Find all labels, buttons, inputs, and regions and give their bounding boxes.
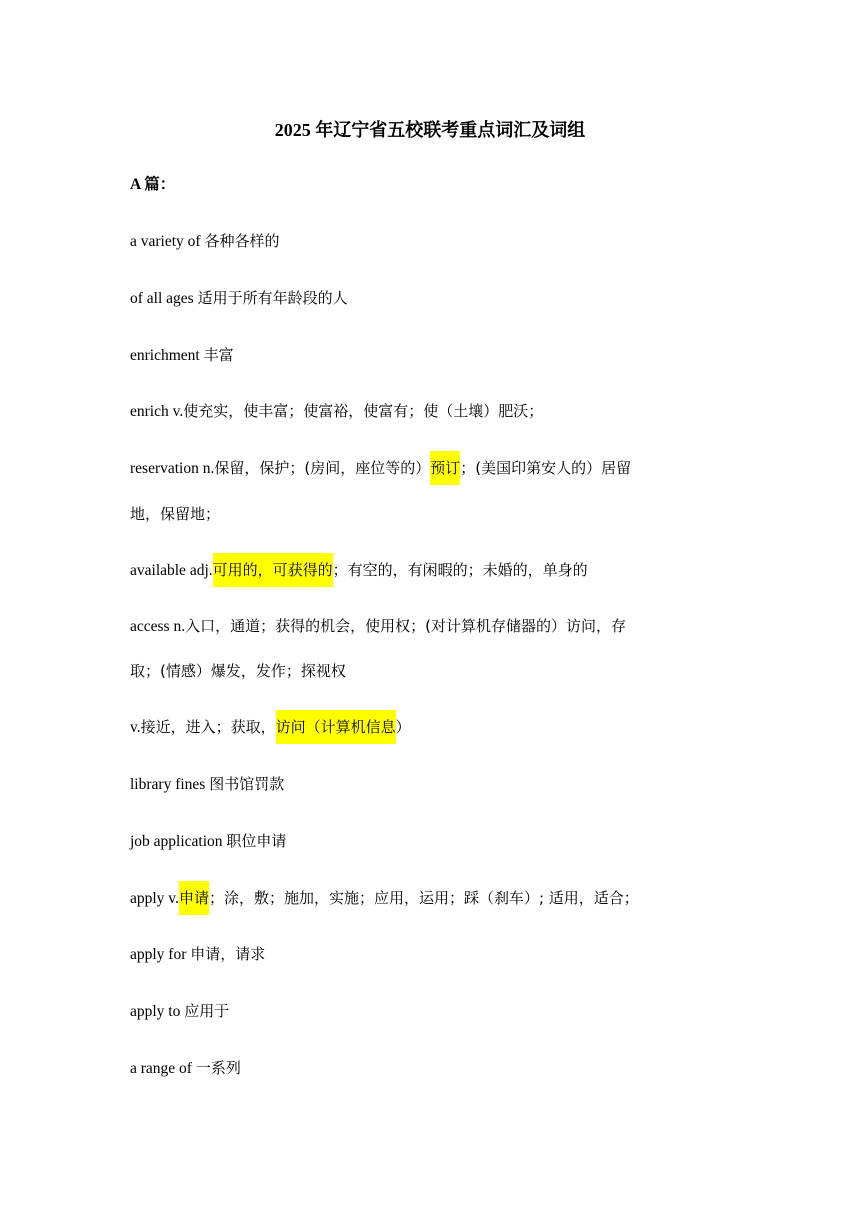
vocab-entry	[130, 616, 730, 637]
entry-english: available adj.	[130, 562, 213, 579]
entry-english: reservation n.	[130, 460, 215, 477]
entry-chinese: 申请，请求	[190, 945, 266, 963]
entry-english: apply for	[130, 946, 191, 963]
highlighted-text: 访问（计算机信息	[276, 710, 396, 744]
entry-chinese: 丰富	[203, 346, 234, 364]
entry-english: enrich v.	[130, 403, 184, 420]
entry-english: a variety of	[130, 233, 205, 250]
highlighted-text: 可用的，可获得的	[213, 553, 333, 587]
entry-chinese: 应用于	[184, 1002, 230, 1020]
entry-chinese: 入口，通道；获得的机会，使用权；(对计算机存储器的）访问，存	[185, 617, 626, 635]
vocab-entry	[130, 831, 730, 852]
entry-chinese: ；涂，敷；施加，实施；应用，运用；踩（刹车）; 适用，适合；	[208, 889, 639, 907]
vocab-entry-continuation	[130, 661, 730, 682]
entry-chinese: 职位申请	[226, 832, 287, 850]
entry-english: apply to	[130, 1003, 185, 1020]
vocab-entry	[130, 458, 730, 479]
entry-chinese: 各种各样的	[204, 232, 280, 250]
entry-chinese: 取；(情感）爆发，发作；探视权	[130, 662, 346, 680]
vocab-entry	[130, 774, 730, 795]
entry-english: access n.	[130, 618, 186, 635]
entry-english: library fines	[130, 776, 210, 793]
page-title: 2025 年辽宁省五校联考重点词汇及词组	[274, 120, 586, 140]
vocab-entry	[130, 288, 730, 309]
entry-chinese: 地，保留地；	[130, 505, 221, 523]
vocab-entry	[130, 888, 730, 909]
entry-chinese: 图书馆罚款	[209, 775, 285, 793]
vocab-entry	[130, 401, 730, 422]
vocab-entry	[130, 345, 730, 366]
entry-chinese: ；有空的，有闲暇的；未婚的，单身的	[332, 561, 588, 579]
entry-chinese: ；(美国印第安人的）居留	[460, 459, 632, 477]
entry-english: v.	[130, 719, 141, 736]
entry-english: a range of	[130, 1060, 196, 1077]
vocab-entry	[130, 1058, 730, 1079]
entry-english: enrichment	[130, 347, 204, 364]
entry-chinese: 一系列	[195, 1059, 241, 1077]
entry-chinese: 使充实，使丰富；使富裕，使富有；使（土壤）肥沃；	[183, 402, 544, 420]
vocab-entry-continuation	[130, 504, 730, 525]
entry-english: job application	[130, 833, 227, 850]
section-heading: A 篇：	[130, 176, 176, 193]
highlighted-text: 预订	[430, 451, 460, 485]
entry-english: apply v.	[130, 890, 179, 907]
entry-chinese: ）	[395, 718, 411, 736]
vocab-entry	[130, 717, 730, 738]
entry-chinese: 适用于所有年龄段的人	[197, 289, 348, 307]
vocab-entry	[130, 944, 730, 965]
vocab-entry	[130, 231, 730, 252]
vocab-entry	[130, 1001, 730, 1022]
entry-english: of all ages	[130, 290, 198, 307]
entry-chinese: 接近，进入；获取，	[140, 718, 276, 736]
highlighted-text: 申请	[179, 881, 209, 915]
entry-chinese: 保留，保护；(房间，座位等的）	[214, 459, 431, 477]
vocab-entry	[130, 560, 730, 581]
